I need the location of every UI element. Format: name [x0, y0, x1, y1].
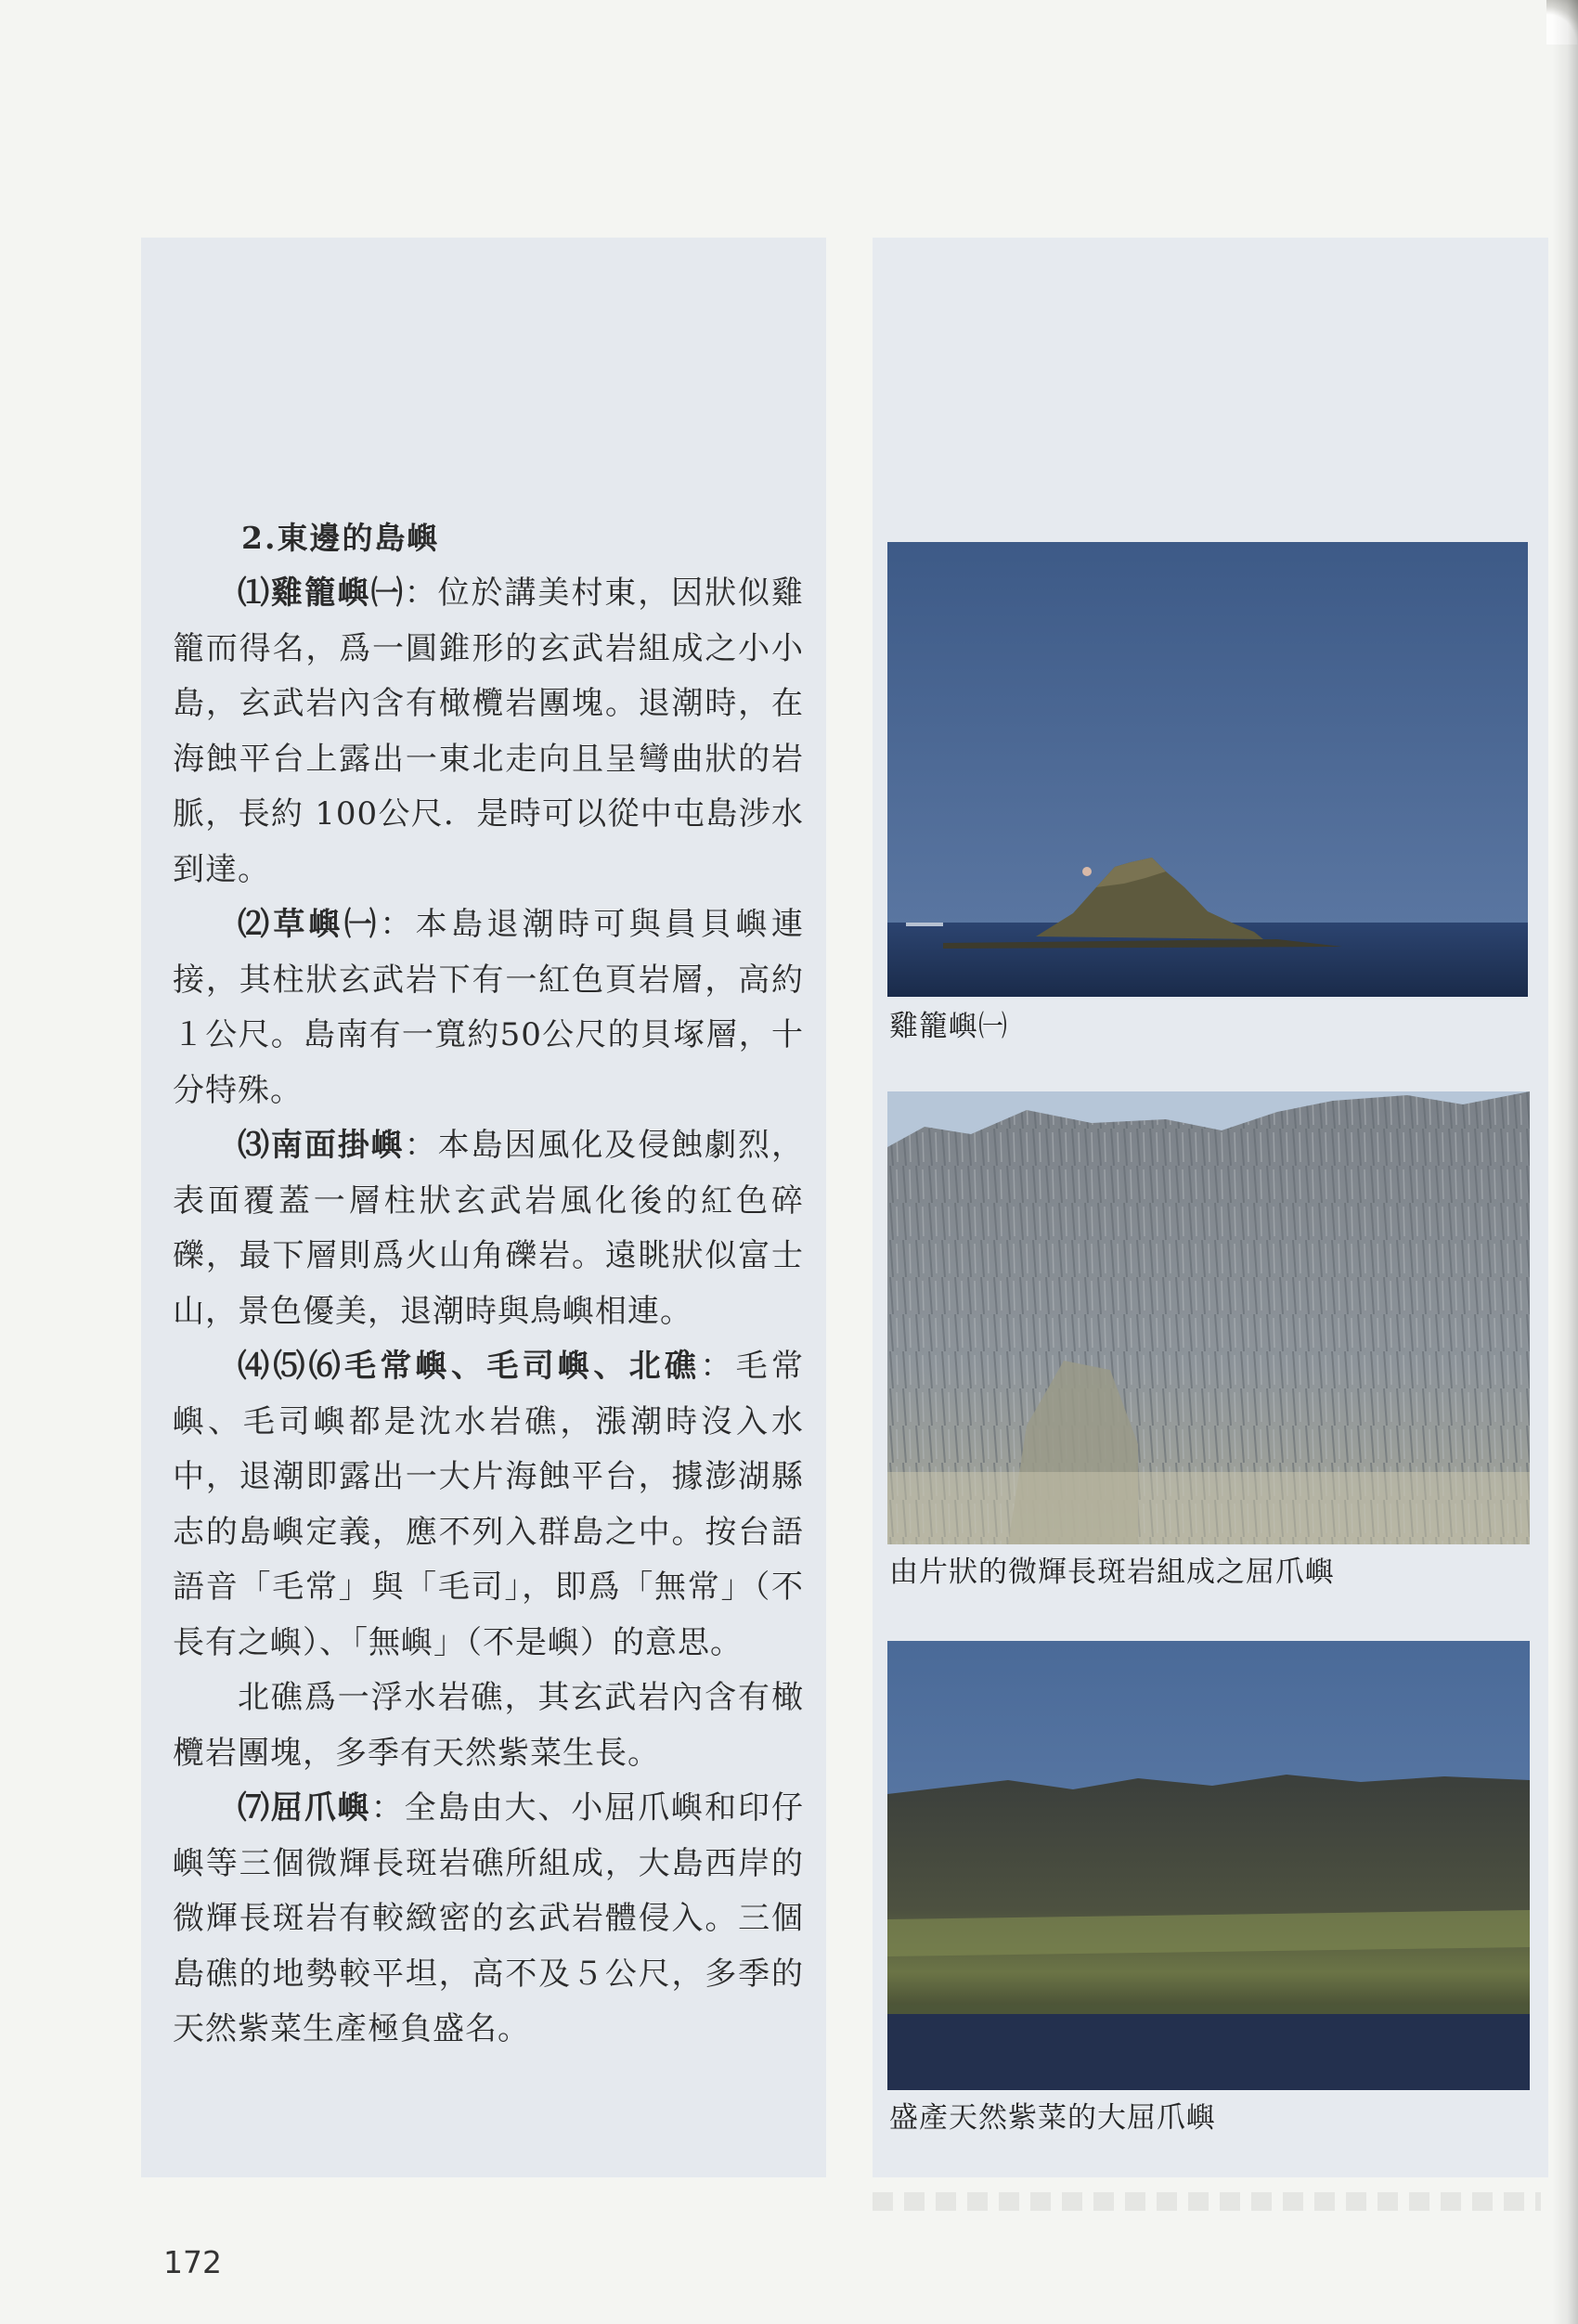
paragraph-quzhua-islet: [173, 1781, 804, 2058]
figure-jilong-islet: [887, 542, 1528, 997]
term-jilong-islet: ⑴雞籠嶼㈠: [238, 575, 405, 612]
paragraph-beijiao: [173, 1671, 804, 1781]
section-heading: 2.東邊的島嶼: [241, 520, 440, 556]
figure-caption: 由片狀的微輝長斑岩組成之屈爪嶼: [889, 1556, 1335, 1589]
article-body: [173, 510, 804, 2058]
figure-quzhua-cliff: [887, 1091, 1530, 1544]
figure-caption: 盛產天然紫菜的大屈爪嶼: [889, 2101, 1216, 2135]
paragraph-maochang-maosi-beijiao: [173, 1339, 804, 1671]
paragraph-body: ：本島退潮時可與員貝嶼連接，其柱狀玄武岩下有一紅色頁岩層，高約１公尺。島南有一寬約50公尺的貝塚層，十分特殊。: [173, 906, 805, 1109]
paragraph-nanmiangua-islet: [173, 1118, 804, 1339]
page-edge-shadow: [1552, 0, 1578, 2324]
term-cao-islet: ⑵草嶼㈠: [238, 906, 381, 943]
paragraph-body: ：毛常嶼、毛司嶼都是沈水岩礁，漲潮時沒入水中，退潮即露出一大片海蝕平台，據澎湖縣志的島嶼定義，應不列入群島之中。按台語語音「毛常」與「毛司」，即爲「無常」（不長有之嶼）、「無嶼」（不是嶼）的意思。: [173, 1348, 805, 1661]
quzhua-cliff-photo: [887, 1091, 1530, 1544]
paragraph-body: 北礁爲一浮水岩礁，其玄武岩內含有橄欖岩團塊，多季有天然紫菜生長。: [173, 1679, 804, 1772]
term-nanmiangua-islet: ⑶南面掛嶼: [238, 1127, 405, 1164]
paragraph-cao-islet: [173, 897, 804, 1118]
figure-big-quzhua: [887, 1641, 1530, 2090]
big-quzhua-photo: [887, 1641, 1530, 2090]
paragraph-jilong-islet: [173, 566, 804, 897]
paragraph-body: ：位於講美村東，因狀似雞籠而得名，爲一圓錐形的玄武岩組成之小小島，玄武岩內含有橄欖岩團塊。退潮時，在海蝕平台上露出一東北走向且呈彎曲狀的岩脈，長約 100公尺．是時可以從中屯島涉水到達。: [173, 575, 804, 888]
paragraph-body: ：全島由大、小屈爪嶼和印仔嶼等三個微輝長斑岩礁所組成，大島西岸的微輝長斑岩有較緻密的玄武岩體侵入。三個島礁的地勢較平坦，高不及５公尺，多季的天然紫菜生產極負盛名。: [173, 1789, 804, 2047]
page-number: 172: [163, 2244, 222, 2280]
jilong-islet-photo: [887, 542, 1528, 997]
figure-caption: 雞籠嶼㈠: [889, 1010, 1008, 1043]
show-through-text: [873, 2192, 1541, 2211]
paragraph-body: ：本島因風化及侵蝕劇烈，表面覆蓋一層柱狀玄武岩風化後的紅色碎礫，最下層則爲火山角礫岩。遠眺狀似富士山，景色優美，退潮時與鳥嶼相連。: [173, 1127, 804, 1330]
term-maochang-maosi-beijiao: ⑷⑸⑹毛常嶼、毛司嶼、北礁: [238, 1348, 701, 1385]
term-quzhua-islet: ⑺屈爪嶼: [238, 1789, 371, 1827]
